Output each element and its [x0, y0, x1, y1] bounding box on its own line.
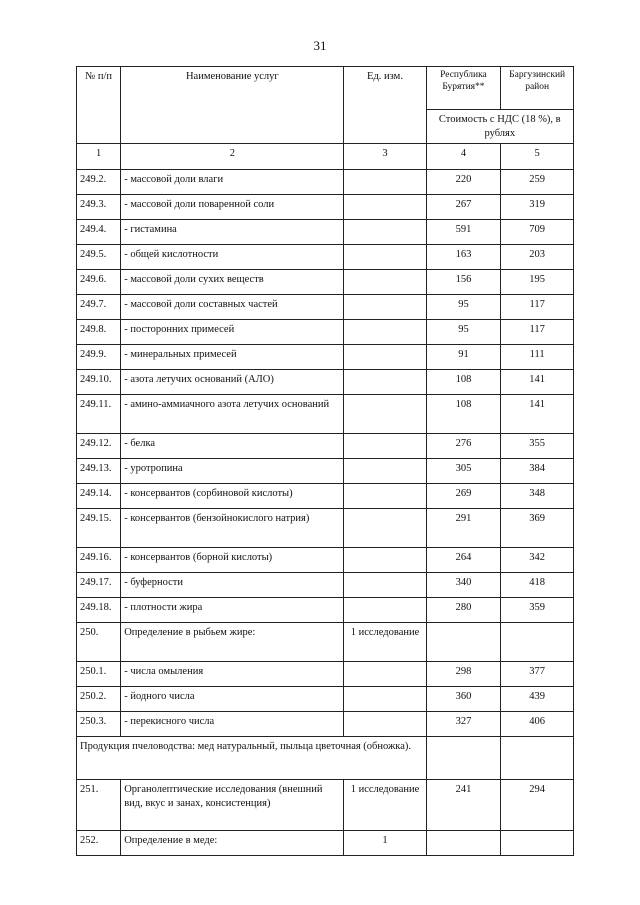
table-row: [77, 395, 574, 434]
table-row: [77, 598, 574, 623]
price-district: 406: [501, 712, 574, 737]
service-name: Определение в рыбьем жире:: [121, 623, 344, 662]
header-region-district: Баргузинский район: [501, 67, 574, 110]
table-row: [77, 573, 574, 598]
unit-cell: [344, 548, 426, 573]
price-district: 294: [501, 780, 574, 831]
row-number: 249.7.: [77, 295, 121, 320]
price-district: 709: [501, 220, 574, 245]
price-district: 141: [501, 395, 574, 434]
table-row: [77, 548, 574, 573]
row-number: 249.5.: [77, 245, 121, 270]
price-republic: 108: [426, 370, 501, 395]
price-republic: [426, 623, 501, 662]
table-row: [77, 370, 574, 395]
table-row: [77, 195, 574, 220]
table-row: [77, 459, 574, 484]
price-republic: 269: [426, 484, 501, 509]
price-republic: 267: [426, 195, 501, 220]
row-number: 249.14.: [77, 484, 121, 509]
unit-cell: [344, 662, 426, 687]
table-row: [77, 831, 574, 856]
service-name: - буферности: [121, 573, 344, 598]
column-number: 5: [501, 144, 574, 170]
service-name: - массовой доли влаги: [121, 170, 344, 195]
price-republic: 163: [426, 245, 501, 270]
table-row: [77, 662, 574, 687]
row-number: 251.: [77, 780, 121, 831]
row-number: 249.4.: [77, 220, 121, 245]
unit-cell: [344, 345, 426, 370]
price-republic: 264: [426, 548, 501, 573]
service-name: - числа омыления: [121, 662, 344, 687]
price-district: 439: [501, 687, 574, 712]
row-number: 252.: [77, 831, 121, 856]
unit-cell: 1 исследование: [344, 623, 426, 662]
table-row: [77, 320, 574, 345]
unit-cell: [344, 459, 426, 484]
column-number: 1: [77, 144, 121, 170]
row-number: 249.10.: [77, 370, 121, 395]
service-name: - гистамина: [121, 220, 344, 245]
table-cell: [426, 737, 501, 780]
price-republic: 298: [426, 662, 501, 687]
table-row: [77, 780, 574, 831]
unit-cell: [344, 320, 426, 345]
column-number: 2: [121, 144, 344, 170]
table-row: [77, 245, 574, 270]
unit-cell: [344, 687, 426, 712]
price-district: 377: [501, 662, 574, 687]
price-district: 359: [501, 598, 574, 623]
section-title: Продукция пчеловодства: мед натуральный, пыльца цветочная (обножка).: [77, 737, 427, 780]
header-unit: Ед. изм.: [344, 67, 426, 144]
price-republic: 241: [426, 780, 501, 831]
service-name: - уротропина: [121, 459, 344, 484]
service-name: - плотности жира: [121, 598, 344, 623]
price-republic: 305: [426, 459, 501, 484]
table-row: [77, 220, 574, 245]
service-name: - общей кислотности: [121, 245, 344, 270]
header-cost: Стоимость с НДС (18 %), в рублях: [426, 110, 573, 144]
table-row: [77, 623, 574, 662]
price-district: 203: [501, 245, 574, 270]
price-republic: 156: [426, 270, 501, 295]
service-name: - йодного числа: [121, 687, 344, 712]
service-name: - массовой доли составных частей: [121, 295, 344, 320]
service-name: - минеральных примесей: [121, 345, 344, 370]
price-district: 117: [501, 295, 574, 320]
service-name: - азота летучих оснований (АЛО): [121, 370, 344, 395]
unit-cell: [344, 270, 426, 295]
price-district: 319: [501, 195, 574, 220]
row-number: 249.11.: [77, 395, 121, 434]
table-row: [77, 345, 574, 370]
column-number: 3: [344, 144, 426, 170]
header-region-republic: Республика Бурятия**: [426, 67, 501, 110]
row-number: 250.: [77, 623, 121, 662]
table-row: [77, 509, 574, 548]
price-district: 384: [501, 459, 574, 484]
service-name: Определение в меде:: [121, 831, 344, 856]
price-republic: 327: [426, 712, 501, 737]
price-republic: 360: [426, 687, 501, 712]
table-row: [77, 270, 574, 295]
price-republic: 91: [426, 345, 501, 370]
table-row: [77, 687, 574, 712]
service-name: - консервантов (бензойнокислого натрия): [121, 509, 344, 548]
unit-cell: [344, 370, 426, 395]
price-republic: 220: [426, 170, 501, 195]
row-number: 249.9.: [77, 345, 121, 370]
price-district: 117: [501, 320, 574, 345]
price-district: [501, 623, 574, 662]
header-num: № п/п: [77, 67, 121, 144]
price-republic: 291: [426, 509, 501, 548]
column-number: 4: [426, 144, 501, 170]
price-republic: 280: [426, 598, 501, 623]
row-number: 250.1.: [77, 662, 121, 687]
row-number: 249.6.: [77, 270, 121, 295]
service-name: Органолептические исследования (внешний вид, вкус и занах, консистенция): [121, 780, 344, 831]
price-district: 342: [501, 548, 574, 573]
unit-cell: [344, 434, 426, 459]
unit-cell: [344, 712, 426, 737]
row-number: 249.18.: [77, 598, 121, 623]
header-name: Наименование услуг: [121, 67, 344, 144]
row-number: 249.15.: [77, 509, 121, 548]
unit-cell: [344, 573, 426, 598]
unit-cell: [344, 245, 426, 270]
section-row: [77, 737, 574, 780]
service-name: - консервантов (борной кислоты): [121, 548, 344, 573]
column-numbers-row: [77, 144, 574, 170]
row-number: 249.16.: [77, 548, 121, 573]
price-table: [76, 66, 574, 856]
service-name: - перекисного числа: [121, 712, 344, 737]
unit-cell: [344, 395, 426, 434]
page-number: 31: [313, 38, 327, 53]
service-name: - посторонних примесей: [121, 320, 344, 345]
row-number: 249.17.: [77, 573, 121, 598]
price-district: 141: [501, 370, 574, 395]
table-row: [77, 170, 574, 195]
table-row: [77, 434, 574, 459]
row-number: 249.12.: [77, 434, 121, 459]
row-number: 249.3.: [77, 195, 121, 220]
price-republic: 276: [426, 434, 501, 459]
row-number: 249.13.: [77, 459, 121, 484]
table-row: [77, 295, 574, 320]
price-district: [501, 831, 574, 856]
unit-cell: [344, 170, 426, 195]
service-name: - амино-аммиачного азота летучих оснований: [121, 395, 344, 434]
price-district: 418: [501, 573, 574, 598]
price-republic: 95: [426, 320, 501, 345]
unit-cell: [344, 484, 426, 509]
service-name: - белка: [121, 434, 344, 459]
price-republic: [426, 831, 501, 856]
price-republic: 108: [426, 395, 501, 434]
row-number: 249.8.: [77, 320, 121, 345]
price-republic: 95: [426, 295, 501, 320]
table-row: [77, 712, 574, 737]
price-district: 111: [501, 345, 574, 370]
price-district: 355: [501, 434, 574, 459]
unit-cell: [344, 509, 426, 548]
unit-cell: [344, 598, 426, 623]
price-district: 369: [501, 509, 574, 548]
row-number: 249.2.: [77, 170, 121, 195]
price-district: 259: [501, 170, 574, 195]
table-header-row: [77, 67, 574, 110]
unit-cell: [344, 195, 426, 220]
price-district: 348: [501, 484, 574, 509]
table-cell: [501, 737, 574, 780]
service-name: - массовой доли поваренной соли: [121, 195, 344, 220]
unit-cell: 1 исследование: [344, 780, 426, 831]
row-number: 250.2.: [77, 687, 121, 712]
table-row: [77, 484, 574, 509]
unit-cell: [344, 295, 426, 320]
service-name: - массовой доли сухих веществ: [121, 270, 344, 295]
price-district: 195: [501, 270, 574, 295]
price-republic: 340: [426, 573, 501, 598]
row-number: 250.3.: [77, 712, 121, 737]
price-republic: 591: [426, 220, 501, 245]
service-name: - консервантов (сорбиновой кислоты): [121, 484, 344, 509]
unit-cell: 1: [344, 831, 426, 856]
unit-cell: [344, 220, 426, 245]
